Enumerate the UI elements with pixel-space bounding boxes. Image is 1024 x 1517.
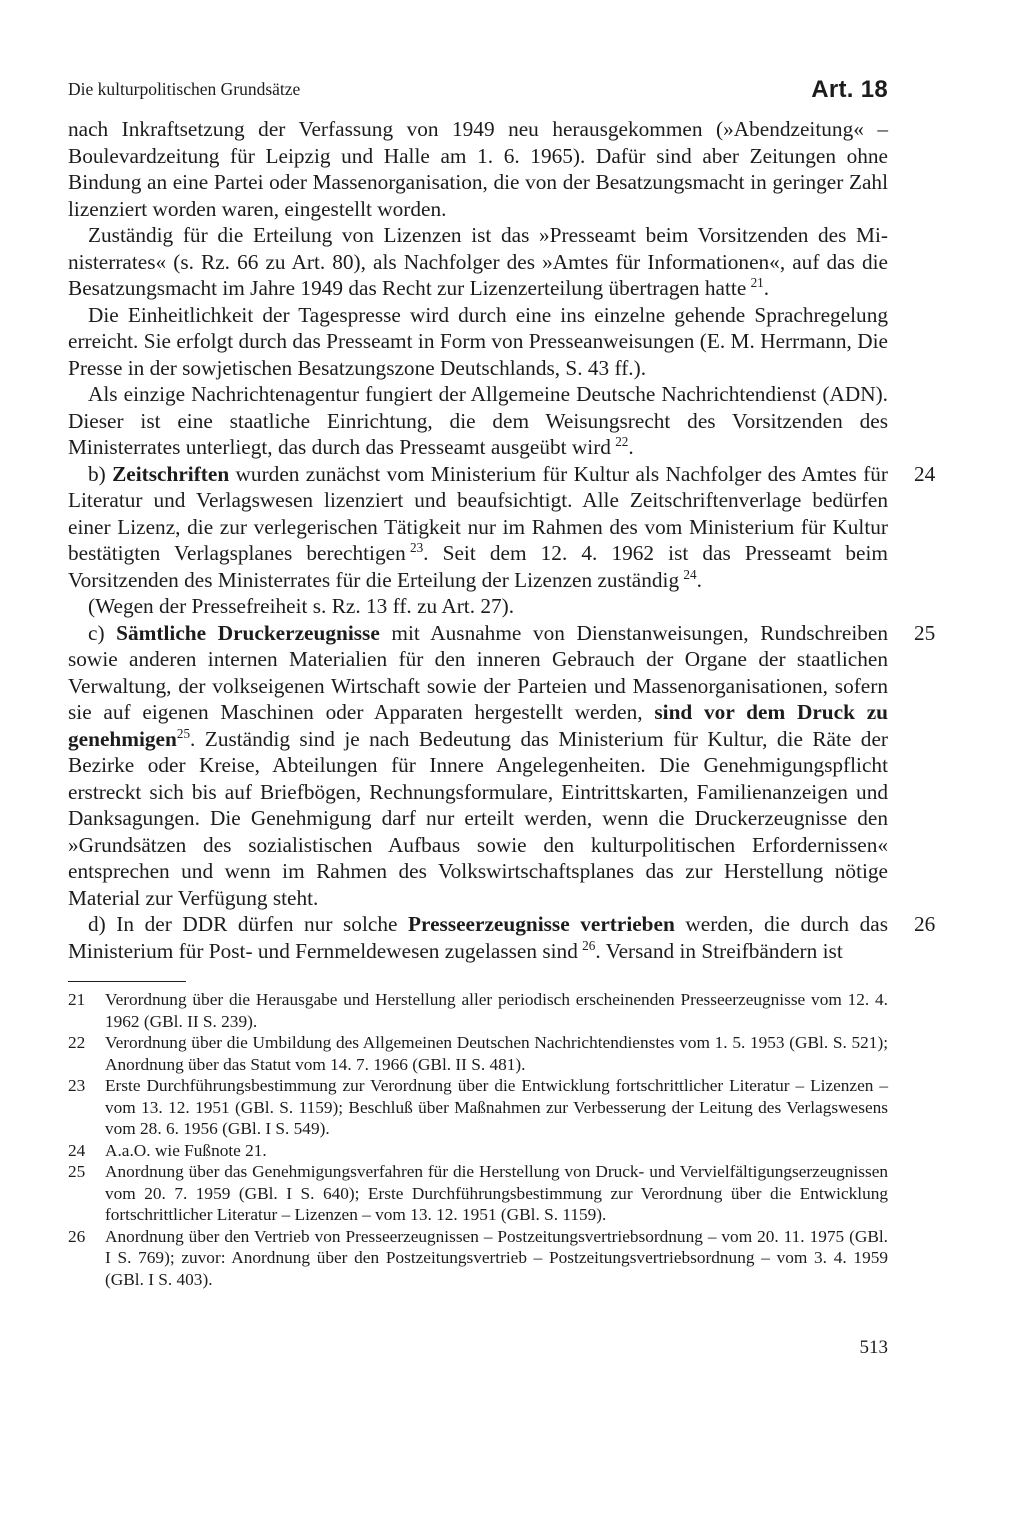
footnote-text: A.a.O. wie Fußnote 21. [105,1140,267,1160]
margin-number: 26 [914,912,936,936]
footnote-ref: 24 [683,566,697,582]
paragraph-text: Die Einheitlichkeit der Tagespresse wird durch eine ins einzelne gehende Sprachregelung erreicht. Sie erfolgt durch das Presseamt in Form von Presseanweisungen (E. M. Herrmann, Die Presse in der sowjetischen Besatzungszone Deutschlands, S. 43 ff.). [68,302,888,380]
running-head-title: Die kulturpolitischen Grundsätze [68,79,301,99]
paragraph [68,116,888,222]
emphasis: Presseerzeugnisse vertrieben [408,912,675,936]
running-head [68,76,888,106]
footnote-number: 22 [68,1033,86,1052]
footnote-text: Anordnung über den Vertrieb von Presseerzeugnissen – Postzeitungsvertriebsordnung – vom 20. 11. 1975 (GBl. I S. 769); zuvor: Anordnung über den Postzeitungsvertrieb – Postzeitungsvertriebsordnung – vom 3. 4. 1959 (GBl. I S. 403). [105,1226,888,1289]
footnote-text: Verordnung über die Umbildung des Allgemeinen Deutschen Nachrichtendienstes vom 1. 5. 1953 (GBl. S. 521); Anordnung über das Statut vom 14. 7. 1966 (GBl. II S. 481). [105,1033,888,1074]
emphasis: Zeitschriften [112,461,230,486]
footnote-ref: 25 [176,725,191,741]
footnote [68,1032,888,1075]
margin-number: 24 [914,461,936,486]
page-number: 513 [859,1337,888,1358]
footnote-number: 21 [68,990,86,1009]
paragraph-text: Zuständig für die Erteilung von Lizenzen ist das »Presseamt beim Vorsitzenden des Ministerrates« (s. Rz. 66 zu Art. 80), als Nachfolger des »Amtes für Informationen«, auf das die Besatzungsmacht im Jahre 1949 das Recht zur Lizenzerteilung übertragen hatte [68,223,888,300]
footnote [68,1140,888,1162]
paragraph-text: nach Inkraftsetzung der Verfassung von 1949 neu herausgekommen (»Abendzeitung« – Boulevardzeitung für Leipzig und Halle am 1. 6. 1965). Dafür sind aber Zeitungen ohne Bindung an eine Partei oder Massenorganisation, die von der Besatzungsmacht in geringer Zahl lizenziert worden waren, eingestellt worden. [68,117,888,221]
paragraph: Zuständig für die Erteilung von Lizenzen ist das »Presseamt beim Vorsitzenden des Ministerrates« (s. Rz. 66 zu Art. 80), als Nachfolger des »Amtes für Informationen«, auf das die Besatzungsmacht im Jahre 1949 das Recht zur Lizenzerteilung übertragen hatte $^{21}$. [68,223,888,300]
paragraph [68,302,888,382]
footnote [68,1226,888,1291]
paragraph-text: (Wegen der Pressefreiheit s. Rz. 13 ff. zu Art. 27). [88,594,515,618]
footnote-ref: 23 [409,540,424,556]
footnote-number: 26 [68,1226,86,1246]
footnote-text: Erste Durchführungsbestimmung zur Verordnung über die Entwicklung fortschrittlicher Literatur – Lizenzen – vom 13. 12. 1951 (GBl. S. 1159); Beschluß über Maßnahmen zur Verbesserung der Leitung des Verlagswesens vom 28. 6. 1956 (GBl. I S. 549). [105,1076,888,1138]
footnote [68,1075,888,1140]
footnote-ref: 21 [750,275,764,291]
footnote [68,989,888,1032]
paragraph-text: Als einzige Nachrichtenagentur fungiert der Allgemeine Deutsche Nachrichtendienst (ADN). Dieser ist eine staatliche Einrichtung, die dem Weisungsrecht des Vorsitzenden des Ministerrates unterliegt, das durch das Presseamt ausgeübt wird [68,382,888,459]
emphasis: Sämtliche Druckerzeugnisse [116,620,380,645]
emphasis: sind vor dem Druck zu genehmigen [68,700,888,751]
footnote-text: Verordnung über die Herausgabe und Herstellung aller periodisch erscheinenden Presseerzeugnisse vom 12. 4. 1962 (GBl. II S. 239). [105,990,888,1031]
main-text [68,116,936,964]
footnote-separator [68,981,186,982]
article-number: Art. 18 [811,76,888,103]
paragraph: 25 c) Sämtliche Druckerzeugnisse mit Ausnahme von Dienstanweisungen, Rundschreiben sowie anderen internen Materialien für den inneren Gebrauch der Organe der staatlichen Verwaltung, der volkseigenen Wirtschaft sowie der Parteien und Massenorganisationen, sofern sie auf eigenen Maschinen oder Apparaten hergestellt werden, sind vor dem Druck zu genehmigen$^{25}$. Zuständig sind je nach Bedeutung das Ministerium für Kultur, die Räte der Bezirke oder Kreise, Abteilungen für Innere Angelegenheiten. Die Genehmigungspflicht erstreckt sich bis auf Briefbögen, Rechnungsformulare, Eintrittskarten, Familienanzeigen und Danksagungen. Die Genehmigung darf nur erteilt werden, wenn die Druckerzeugnisse den »Grundsätzen des sozialistischen Aufbaus sowie den kulturpolitischen Erfordernissen« entsprechen und wenn im Rahmen des Volkswirtschaftsplanes das zur Herstellung nötige Material zur Verfügung steht. [68,620,936,910]
footnote-number: 25 [68,1162,86,1181]
paragraph: Als einzige Nachrichtenagentur fungiert der Allgemeine Deutsche Nachrichtendienst (ADN). Dieser ist eine staatliche Einrichtung, die dem Weisungsrecht des Vorsitzenden des Ministerrates unterliegt, das durch das Presseamt ausgeübt wird $^{22}$. [68,382,888,459]
footnote [68,1161,888,1226]
footnote-text: Anordnung über das Genehmigungsverfahren für die Herstellung von Druck- und Vervielfältigungserzeugnissen vom 20. 7. 1959 (GBl. I S. 640); Erste Durchführungsbestimmung zur Verordnung über die Entwicklung fortschrittlicher Literatur – Lizenzen – vom 13. 12. 1951 (GBl. S. 1159). [105,1162,888,1224]
paragraph: 26 d) In der DDR dürfen nur solche Presseerzeugnisse vertrieben werden, die durch das Ministerium für Post- und Fernmeldewesen zugelassen sind $^{26}$. Versand in Streifbändern ist [68,912,936,963]
footnote-ref: 22 [615,434,629,450]
footnote-number: 23 [68,1076,86,1095]
margin-number: 25 [914,620,936,645]
footnote-ref: 26 [582,937,596,953]
footnote-number: 24 [68,1140,86,1160]
paragraph: 24 b) Zeitschriften wurden zunächst vom Ministerium für Kultur als Nachfolger des Amtes für Literatur und Verlagswesen lizenziert und beaufsichtigt. Alle Zeitschriftenverlage bedürfen einer Lizenz, die zur verlegerischen Tätigkeit nur im Rahmen des vom Ministerium für Kultur bestätigten Verlagsplanes berechtigen $^{23}$. Seit dem 12. 4. 1962 ist das Presseamt beim Vorsitzenden des Ministerrates für die Erteilung der Lizenzen zuständig $^{24}$. [68,461,936,592]
paragraph [68,593,888,620]
footnotes [68,989,888,1290]
